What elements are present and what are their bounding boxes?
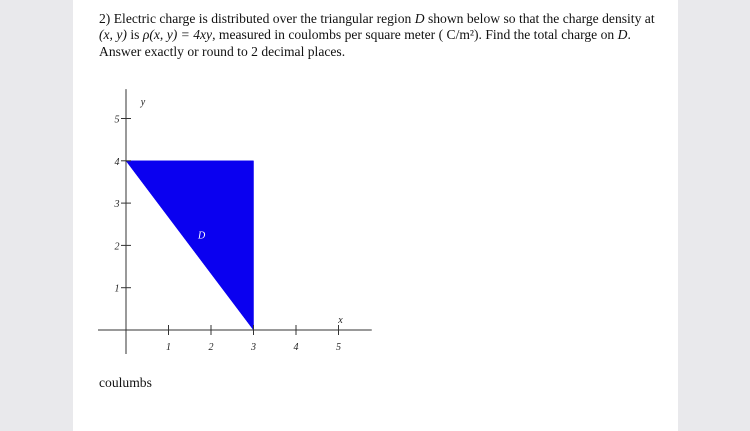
unit-expr: C/m²: [446, 27, 475, 43]
x-tick-label-3: 3: [251, 342, 256, 353]
density-expr: ρ(x, y) = 4xy: [142, 27, 213, 43]
region-d: [126, 161, 254, 330]
region-letter: D: [414, 11, 425, 26]
answer-unit-label: coulumbs: [99, 375, 152, 390]
problem-text-d: , measured in coulombs per square meter (: [212, 27, 444, 43]
x-tick-label-4: 4: [293, 342, 299, 353]
problem-text-f: . Answer exactly or round to 2 decimal places.: [99, 27, 631, 59]
y-tick-label-3: 3: [114, 199, 120, 211]
y-tick-label-1: 1: [114, 283, 120, 295]
x-tick-label-1: 1: [166, 342, 171, 353]
x-axis-label: x: [338, 315, 343, 326]
problem-text-c: is: [130, 27, 140, 43]
point-expr: (x, y): [99, 27, 127, 43]
region-letter-2: D: [617, 27, 628, 43]
y-tick-label-5: 5: [114, 114, 120, 126]
y-tick-label-2: 2: [114, 241, 120, 253]
y-axis-label: y: [140, 97, 146, 109]
region-layer: [126, 161, 254, 330]
problem-number: 2): [99, 11, 111, 26]
y-tick-label-4: 4: [114, 156, 120, 168]
region-label: D: [198, 230, 206, 242]
x-tick-label-2: 2: [208, 342, 214, 353]
problem-text-b: shown below so that the charge density at: [427, 11, 655, 26]
problem-text-a: Electric charge is distributed over the triangular region: [113, 11, 412, 26]
x-tick-label-5: 5: [336, 342, 341, 353]
problem-text-e: ). Find the total charge on: [474, 27, 615, 43]
